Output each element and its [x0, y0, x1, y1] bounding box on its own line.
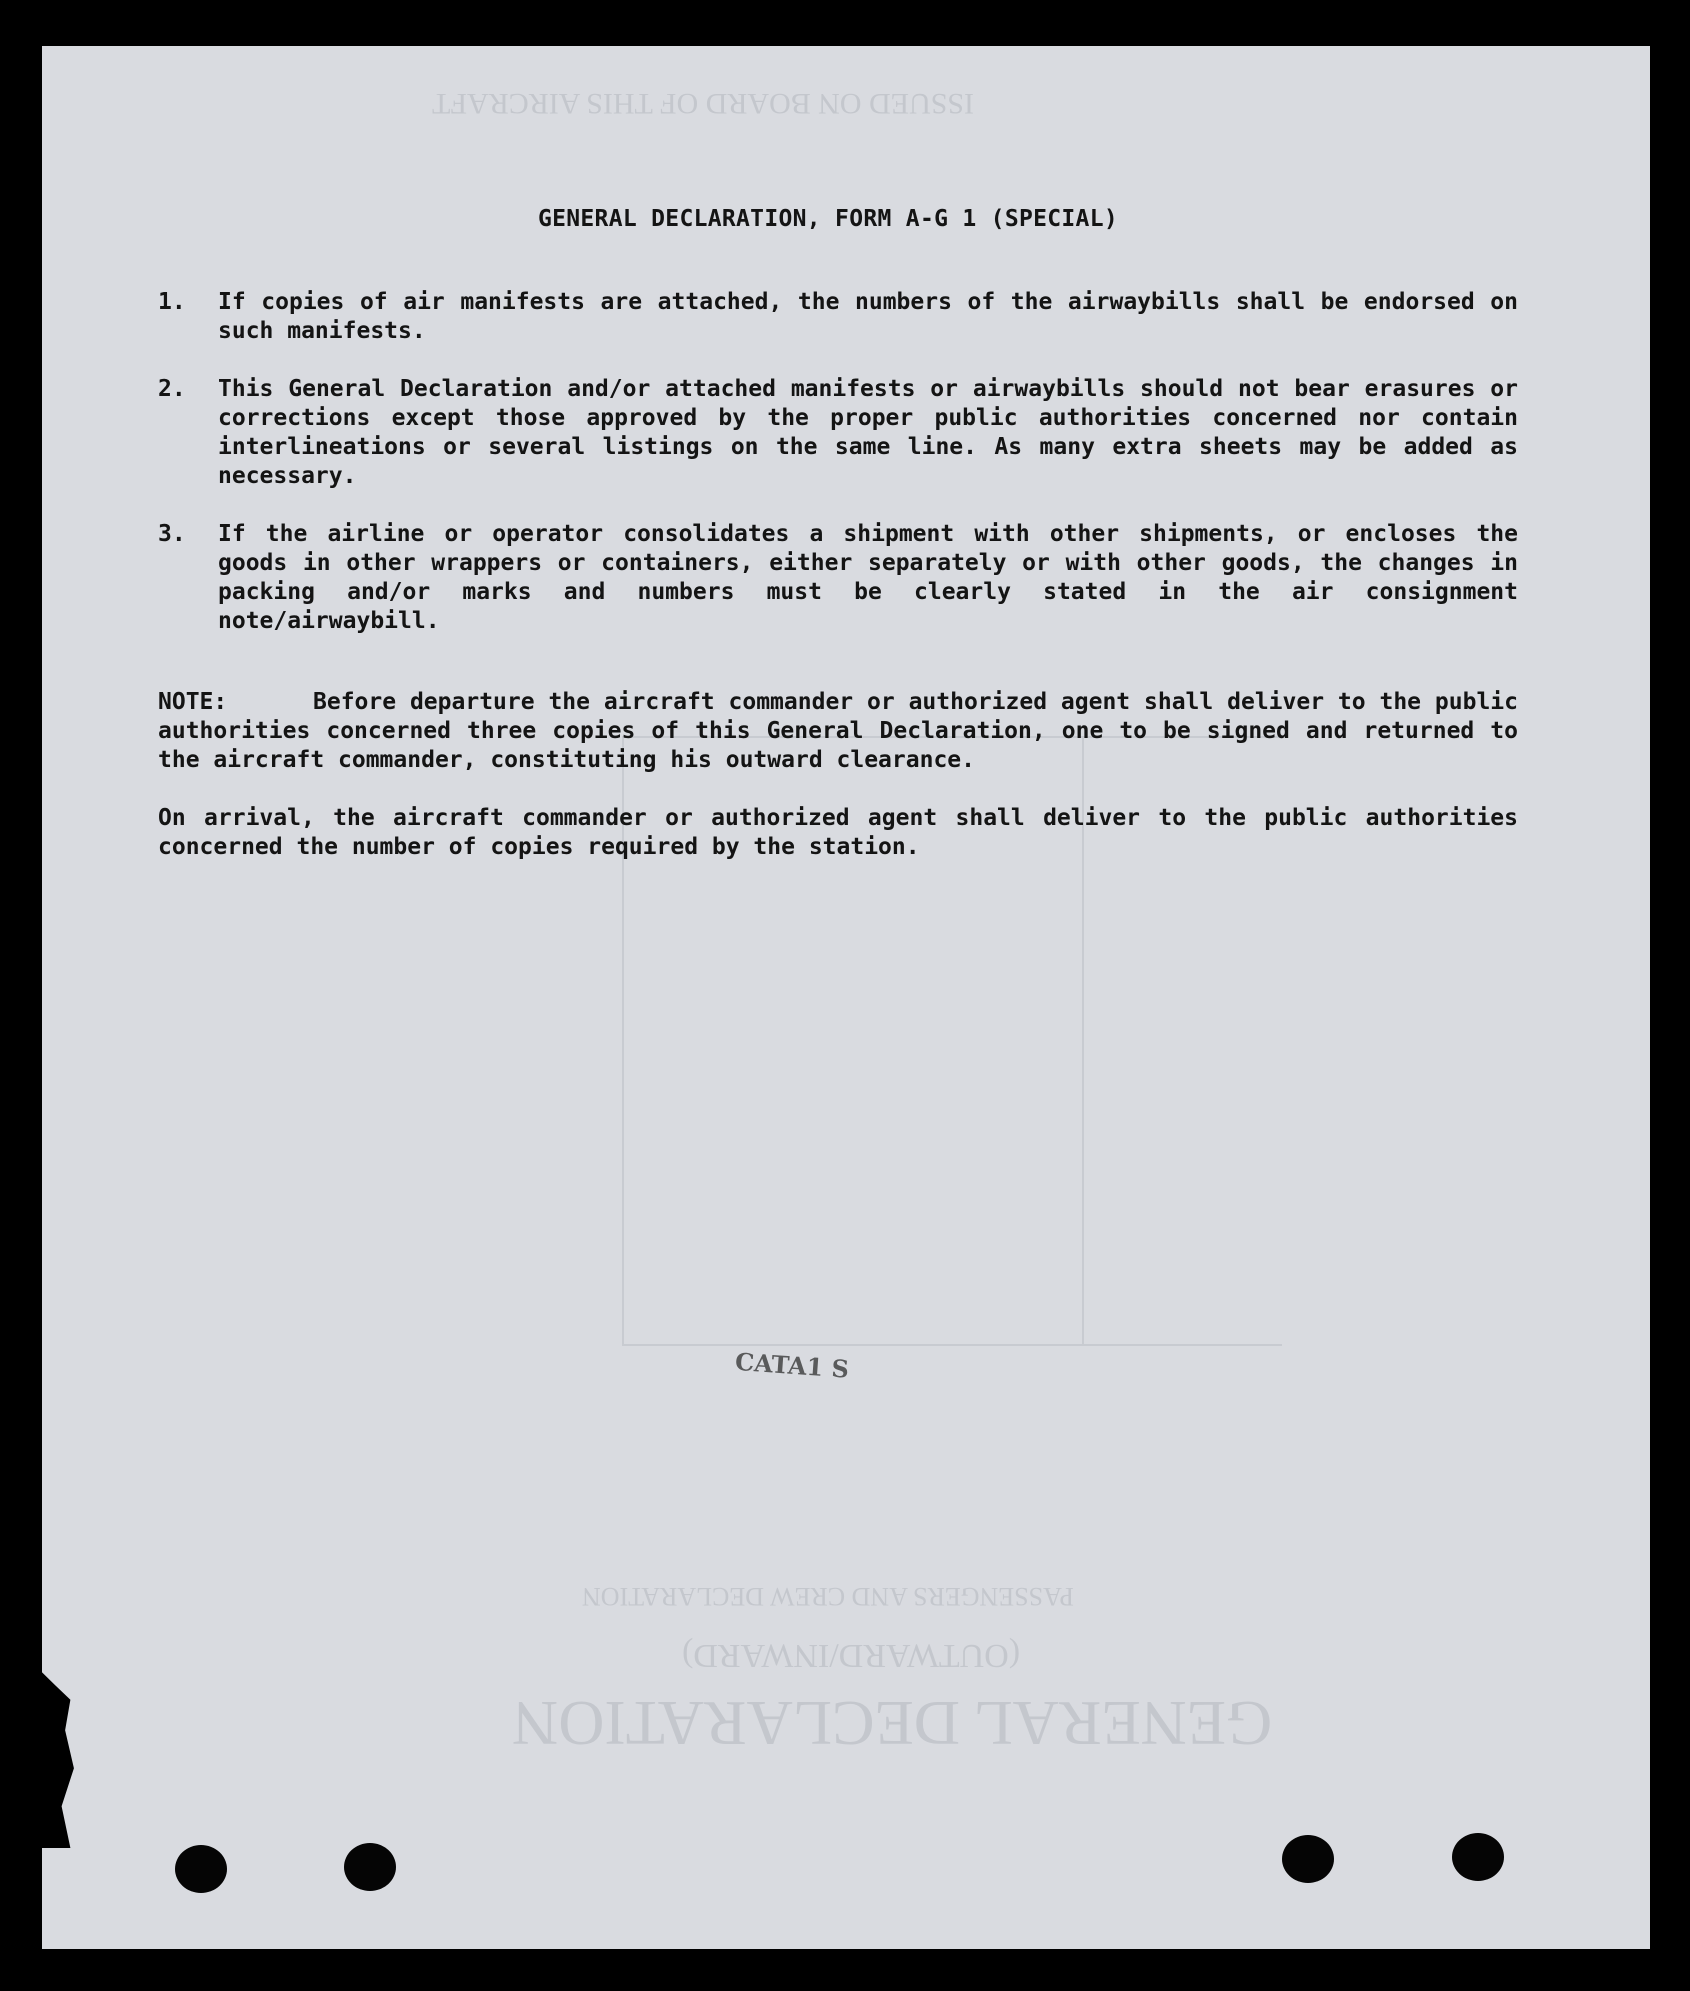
list-item: [158, 520, 1518, 636]
declaration-body: [158, 206, 1518, 862]
bleedthrough-line: (OUTWARD/INWARD): [682, 1637, 1021, 1674]
bleedthrough-line: ISSUED ON BOARD OF THIS AIRCRAFT: [432, 87, 975, 120]
punch-hole: [1282, 1835, 1334, 1883]
item-text: If copies of air manifests are attached, the numbers of the airwaybills shall be endorsed on such manifests.: [218, 289, 1518, 344]
note-text: Before departure the aircraft commander or authorized agent shall deliver to the public authorities concerned three copies of this General Declaration, one to be signed and returned to the aircraft commander, constituting his outward clearance.: [158, 689, 1518, 773]
item-number: 3.: [158, 521, 186, 547]
punch-hole: [1452, 1833, 1504, 1881]
bleedthrough-line: PASSENGERS AND CREW DECLARATION: [582, 1582, 1074, 1611]
stamp-mark: CATA1 S: [734, 1346, 850, 1384]
bleedthrough-rule: [622, 1344, 1282, 1346]
list-item: [158, 375, 1518, 491]
item-number: 1.: [158, 289, 186, 315]
item-text: This General Declaration and/or attached manifests or airwaybills should not bear erasures or corrections except those approved by the proper public authorities concerned nor contain interlineations or several listings on the same line. As many extra sheets may be added as necessary.: [218, 376, 1518, 489]
list-item: [158, 288, 1518, 346]
note-label: NOTE:: [158, 689, 228, 715]
note-paragraph: [158, 688, 1518, 775]
item-number: 2.: [158, 376, 186, 402]
instruction-list: [158, 288, 1518, 636]
arrival-paragraph: On arrival, the aircraft commander or authorized agent shall deliver to the public authorities concerned the number of copies required by the station.: [158, 805, 1518, 860]
item-text: If the airline or operator consolidates a shipment with other shipments, or encloses the goods in other wrappers or containers, either separately or with other goods, the changes in packing and/or marks and numbers must be clearly stated in the air consignment note/airwaybill.: [218, 521, 1518, 634]
page-title: GENERAL DECLARATION, FORM A-G 1 (SPECIAL): [537, 206, 1119, 232]
bleedthrough-line: GENERAL DECLARATION: [512, 1688, 1273, 1759]
punch-hole: [175, 1845, 227, 1893]
punch-hole: [344, 1843, 396, 1891]
